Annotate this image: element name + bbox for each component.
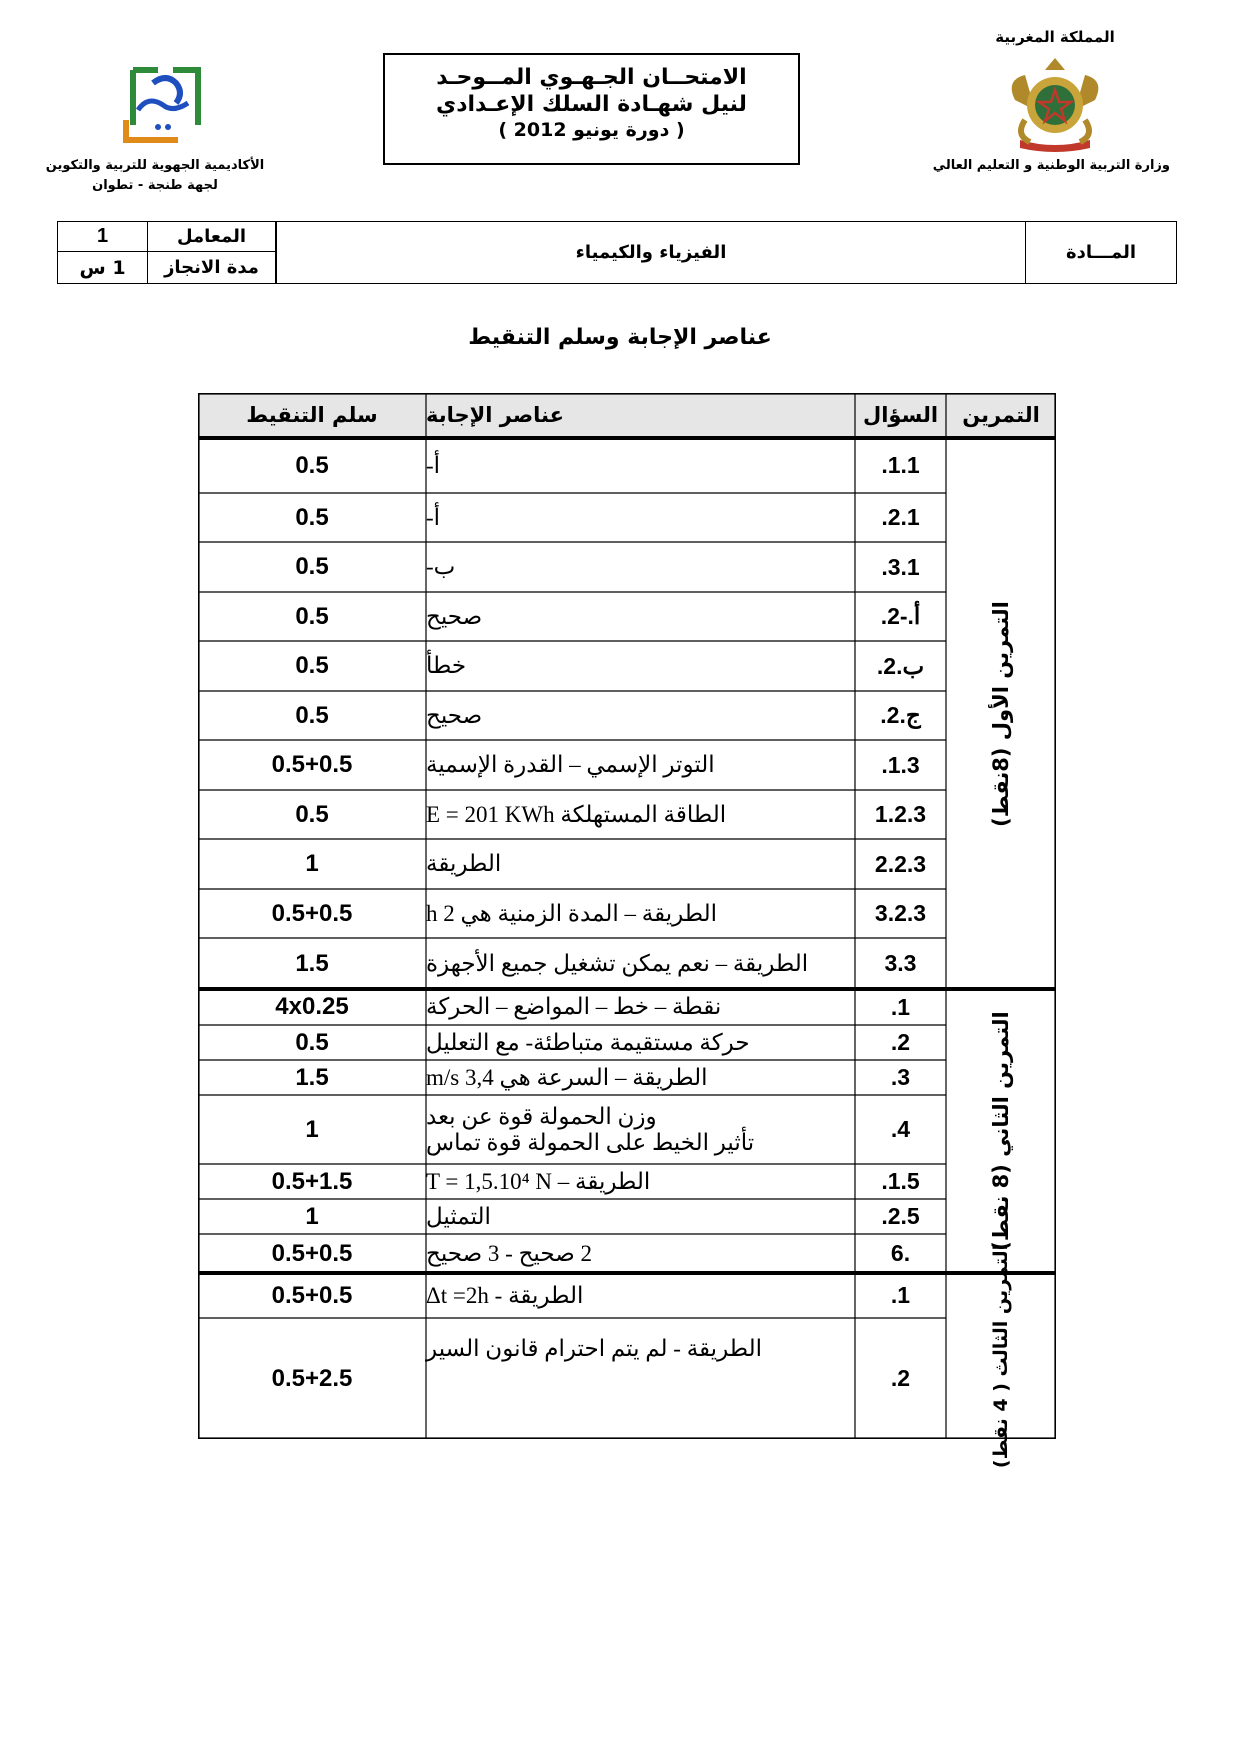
answer-cell: الطريقة – نعم يمكن تشغيل جميع الأجهزة (426, 950, 809, 976)
subject-value: الفيزياء والكيمياء (276, 222, 1026, 283)
question-number: .1 (890, 993, 911, 1020)
duration-label: مدة الانجاز (148, 252, 276, 283)
answer-cell: حركة مستقيمة متباطئة- مع التعليل (426, 1029, 750, 1055)
question-number: .ج.2 (880, 702, 921, 728)
answer-cell: التمثيل (426, 1203, 491, 1229)
question-number: .2-.أ (880, 603, 921, 629)
kingdom-label: المملكة المغربية (995, 28, 1115, 46)
question-number: 6. (890, 1240, 911, 1266)
page-title: عناصر الإجابة وسلم التنقيط (468, 325, 772, 350)
answer-cell: الطريقة – السرعة هي 3,4 m/s (426, 1064, 708, 1090)
royal-emblem-icon (995, 50, 1115, 160)
answer-cell (426, 1095, 855, 1164)
answer-table (198, 393, 1056, 1469)
score-cell: 0.5+2.5 (271, 1364, 353, 1392)
score-cell: 1 (305, 1202, 319, 1230)
score-cell: 0.5+0.5 (271, 899, 353, 927)
answer-cell: الطاقة المستهلكة E = 201 KWh (426, 801, 727, 827)
header-exercise: التمرين (962, 403, 1040, 427)
exam-line2: لنيل شهـادة السلك الإعـدادي (436, 92, 747, 117)
answer-cell: أ- (426, 504, 441, 530)
answer-cell: 2 صحيح - 3 صحيح (426, 1240, 592, 1266)
question-number: .2 (890, 1365, 911, 1391)
score-cell: 1 (305, 1115, 319, 1143)
info-bar (57, 221, 1177, 284)
academy-line1: الأكاديمية الجهوية للتربية والتكوين (45, 158, 265, 173)
header-score: سلم التنقيط (246, 403, 378, 427)
academy-line2: لجهة طنجة - تطوان (92, 178, 218, 193)
ministry-label: وزارة التربية الوطنية و التعليم العالي (932, 158, 1170, 173)
exam-line1: الامتحــان الجـهـوي المــوحـد (436, 65, 747, 90)
exercise-label (946, 989, 1056, 1273)
score-cell: 0.5 (295, 800, 329, 828)
score-cell: 0.5 (295, 602, 329, 630)
answer-cell: أ- (426, 452, 441, 478)
question-number: .2 (890, 1029, 911, 1055)
coef-label: المعامل (148, 222, 276, 252)
score-cell: 1.5 (295, 1063, 329, 1091)
score-cell: 1.5 (295, 949, 329, 977)
question-number: .1.3 (881, 751, 920, 778)
exam-title-box (383, 53, 800, 165)
header-question: السؤال (862, 403, 939, 427)
score-cell: 0.5+0.5 (271, 751, 353, 778)
duration-value: 1 س (58, 252, 148, 283)
academy-logo-icon (118, 65, 208, 145)
score-cell: 0.5 (295, 652, 329, 679)
answer-cell: الطريقة – T = 1,5.10⁴ N (426, 1168, 651, 1194)
question-number: .1.1 (881, 452, 920, 478)
exercise-label (946, 1243, 1056, 1469)
score-cell: 0.5 (295, 553, 329, 580)
answer-cell: التوتر الإسمي – القدرة الإسمية (426, 752, 715, 777)
answer-cell: ب- (426, 554, 456, 579)
answer-cell: صحيح (426, 702, 483, 728)
question-number: .1.5 (881, 1168, 920, 1194)
header-answer: عناصر الإجابة (426, 403, 564, 427)
answer-line: وزن الحمولة قوة عن بعد (426, 1103, 657, 1129)
score-cell: 1 (305, 850, 319, 877)
question-number: 2.2.3 (874, 850, 927, 877)
answer-cell: خطأ (426, 653, 467, 678)
question-number: 1.2.3 (874, 801, 927, 827)
question-number: .3 (890, 1064, 911, 1090)
answer-line: تأثير الخيط على الحمولة قوة تماس (426, 1129, 755, 1155)
score-cell: 0.5 (295, 1028, 329, 1056)
question-number: .2.1 (881, 504, 920, 530)
score-cell: 0.5 (295, 701, 329, 729)
question-number: .4 (890, 1116, 911, 1142)
exercise-1-label: التمرين الأول (8نقط) (989, 600, 1014, 827)
exercise-2-label: التمرين الثاني (8 نقط) (989, 1011, 1014, 1251)
answer-cell: الطريقة (426, 851, 502, 876)
answer-cell: نقطة – خط – المواضع – الحركة (426, 994, 722, 1019)
question-number: .2.5 (881, 1203, 920, 1229)
score-cell: 0.5+1.5 (271, 1167, 353, 1195)
score-cell: 0.5+0.5 (271, 1239, 353, 1267)
answer-cell: الطريقة - لم يتم احترام قانون السير (426, 1336, 763, 1361)
question-number: .ب.2 (876, 652, 925, 679)
exercise-label (946, 438, 1056, 989)
score-cell: 0.5+0.5 (271, 1281, 353, 1309)
answer-cell: الطريقة – المدة الزمنية هي 2 h (426, 900, 718, 926)
question-number: 3.3 (884, 950, 917, 976)
answer-cell: الطريقة - Δt =2h (426, 1282, 584, 1308)
score-cell: 0.5 (295, 503, 329, 531)
answer-cell: صحيح (426, 603, 483, 629)
subject-label: المـــادة (1065, 242, 1137, 263)
exercise-3-label: التمرين الثالث ( 4 نقط) (990, 1243, 1013, 1469)
coef-value: 1 (58, 222, 148, 252)
question-number: 3.2.3 (874, 900, 927, 926)
exam-line3: ( دورة يونيو 2012 ) (498, 119, 685, 141)
question-number: .3.1 (881, 553, 920, 580)
score-cell: 0.5 (295, 451, 329, 479)
score-cell: 4x0.25 (275, 993, 349, 1020)
question-number: .1 (890, 1282, 911, 1308)
